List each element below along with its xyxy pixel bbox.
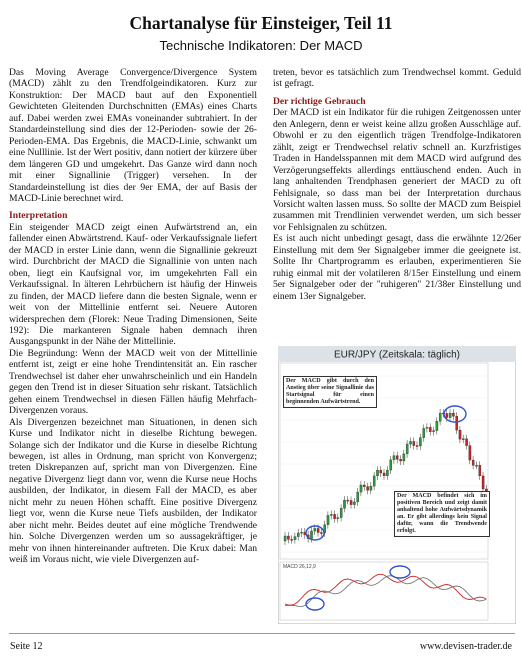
- candle: [340, 508, 342, 517]
- candle: [370, 486, 372, 490]
- paragraph-intro: Das Moving Average Convergence/Divergence System (MACD) zählt zu den Trendfolgeindikatoren. Kurz zur Konstruktion: Der MACD baut auf den Exponentiell Gewichteten Gleitenden Durchschnitten (EMAs) eines Charts auf. Dabei werden zwei EMAs voneinander subtrahiert. In der Standardeinstellung sind dies der 12-Perioden- sowie der 26-Perioden-EMA. Das Ergebnis, die MACD-Linie, schwankt um eine Nulllinie. Ist der Wert positiv, dann notiert der kürzere über dem längeren GD und umgekehrt. Das Ganze wird dann noch mit einer Signallinie (Trigger) versehen. In der Standardeinstellung ist dies der 9er EMA, der auf Basis der MACD-Linie berechnet wird.: [9, 67, 257, 204]
- candle: [327, 515, 329, 524]
- candle: [330, 514, 332, 515]
- candle: [380, 470, 382, 473]
- chart-title: EUR/JPY (Zeitskala: täglich): [334, 349, 460, 361]
- candle: [475, 465, 477, 466]
- candle: [452, 413, 454, 416]
- candle: [456, 416, 458, 430]
- candle: [297, 533, 299, 537]
- candle: [291, 539, 293, 540]
- paragraph-usage: Der MACD ist ein Indikator für die ruhigen Zeitgenossen unter den Anlegern, denn er weist keine allzu großen Ausschläge auf. Obwohl er zu den eigentlich trägen Trendfolge-Indikatoren zählt, zeigt er Trendwechsel relativ schnell an. Kurzfristiges Traden in Handelsspannen mit dem MACD wird aufgrund des Verzögerungseffekts allerdings enttäuschend enden. Auch in lang anhaltenden Trendphasen generiert der MACD zu oft Fehlsignale, so dass man bei der Interpretation durchaus Vorsicht walten lassen muss. So sollte der MACD zum Beispiel zusammen mit Trendlinien verwendet werden, um sich besser vor Fehlsignalen zu schützen.: [273, 107, 521, 233]
- candle: [446, 413, 448, 417]
- candle: [390, 460, 392, 470]
- candle: [462, 439, 464, 440]
- candle: [472, 460, 474, 465]
- paragraph-settings: Es ist auch nicht unbedingt gesagt, dass die erwähnte 12/26er Einstellung mit dem 9er Signalgeber immer die geeignete ist. Sollte Ihr Chartprogramm es erlauben, experimentieren Sie ruhig einmal mit der volatileren 8/15er Einstellung und einem 5er Signalgeber oder der "ruhigeren" 21/38er Einstellung und einem 13er Signalgeber.: [273, 233, 521, 302]
- candle: [386, 470, 388, 476]
- right-column: [273, 67, 521, 302]
- paragraph-divergence: Als Divergenzen bezeichnet man Situationen, in denen sich Kurse und Indikator nicht in dieselbe Richtung bewegen. Solange sich der Indikator und die Kurse in dieselbe Richtung bewegen, ist alles in Ordnung, man spricht von Konvergenz; treten Diskrepanzen auf, spricht man von Divergenzen. Eine negative Divergenz liegt dann vor, wenn die Kurse neue Hochs ausbilden, der Indikator, in diesem Fall der MACD, es aber nicht mehr zu neuen Höhen schafft. Eine positive Divergenz liegt vor, wenn die Kurse neue Tiefs ausbilden, der Indikator aber nicht mehr. Beides deutet auf eine mögliche Trendwende hin. Solche Divergenzen werden um so aussagekräftiger, je mehr von ihnen hintereinander auftreten. Die Krux dabei: Man weiß im Voraus nicht, wie viele Divergenzen auf-: [9, 416, 257, 566]
- candle: [383, 473, 385, 476]
- page-number: Seite 12: [10, 641, 43, 652]
- candle: [429, 427, 431, 431]
- left-column: [9, 67, 257, 565]
- candle: [347, 500, 349, 501]
- article-title: Chartanalyse für Einsteiger, Teil 11: [129, 13, 393, 33]
- candle: [469, 446, 471, 460]
- candle: [310, 531, 312, 539]
- candle: [294, 537, 296, 540]
- candle: [357, 492, 359, 502]
- chart-note-dynamic: Der MACD befindet sich im positiven Bereich und zeigt damit anhaltend hohe Aufwärtsdynamik an. Er gibt allerdings kein Signal dafür, wann die Trendwende erfolgt.: [394, 491, 490, 537]
- paragraph-continuation: treten, bevor es tatsächlich zum Trendwechsel kommt. Geduld ist gefragt.: [273, 67, 521, 90]
- candle: [360, 485, 362, 492]
- candle: [337, 518, 339, 519]
- candle: [367, 487, 369, 491]
- footer-rule: [9, 633, 515, 634]
- candle: [301, 532, 303, 533]
- heading-interpretation: Interpretation: [9, 210, 68, 222]
- candle: [334, 514, 336, 518]
- chart-note-start: Der MACD gibt durch den Anstieg über seine Signallinie das Startsignal für einen beginnenden Aufwärtstrend.: [283, 376, 377, 408]
- candle: [343, 500, 345, 508]
- candle: [376, 470, 378, 476]
- candle: [363, 485, 365, 487]
- candle: [416, 446, 418, 447]
- candle: [350, 500, 352, 504]
- candle: [373, 476, 375, 486]
- candle: [482, 476, 484, 489]
- paragraph-interpretation: Ein steigender MACD zeigt einen Aufwärtstrend an, ein fallender einen Abwärtstrend. Kauf- oder Verkaufssignale liefert der MACD in erster Linie dann, wenn die Signallinie gekreuzt wird. Durchbricht der MACD die Signallinie von unten nach oben, liegt ein Kaufsignal vor, im umgekehrten Fall ein Verkaufssignal. In älteren Lehrbüchern ist häufig der Hinweis zu finden, der MACD liefere dann die besten Signale, wenn er weit von der Mittellinie entfernt sei. Neuere Autoren widersprechen dem (Florek: Neue Trading Dimensionen, Seite 192): Die markanteren Signale haben demnach ihren Ausgangspunkt in der Nähe der Mittellinie.: [9, 221, 257, 348]
- candle: [403, 454, 405, 461]
- candle: [287, 536, 289, 539]
- candle: [459, 430, 461, 439]
- candle: [466, 439, 468, 446]
- candle: [433, 431, 435, 432]
- candle: [409, 441, 411, 444]
- candle: [413, 441, 415, 445]
- heading-usage: Der richtige Gebrauch: [273, 95, 366, 107]
- macd-label: MACD 26,12,9: [283, 564, 316, 570]
- candle: [419, 438, 421, 446]
- candle: [406, 444, 408, 454]
- candle: [479, 465, 481, 476]
- candle: [436, 421, 438, 430]
- candle: [396, 456, 398, 460]
- candle: [317, 528, 319, 532]
- candle: [393, 456, 395, 460]
- candle: [284, 536, 286, 541]
- footer-website: www.devisen-trader.de: [419, 641, 512, 652]
- candle: [426, 427, 428, 428]
- candle: [423, 428, 425, 437]
- candle: [449, 413, 451, 417]
- chart-figure: [278, 346, 516, 624]
- candle: [353, 502, 355, 505]
- candle: [400, 459, 402, 461]
- article-subtitle: Technische Indikatoren: Der MACD: [159, 38, 363, 53]
- paragraph-reasoning: Die Begründung: Wenn der MACD weit von der Mittellinie entfernt ist, zeigt er eine hohe Trendintensität an. Ein rascher Trendwechsel ist daher eher unwahrscheinlich und ein Handeln gegen den Trend ist in dieser Situation sehr riskant. Tatsächlich gehen einem Trendwechsel in diesen Fällen häufig Mehrfach-Divergenzen voraus.: [9, 347, 257, 417]
- candle: [439, 413, 441, 421]
- candle: [320, 533, 322, 534]
- candle: [314, 528, 316, 531]
